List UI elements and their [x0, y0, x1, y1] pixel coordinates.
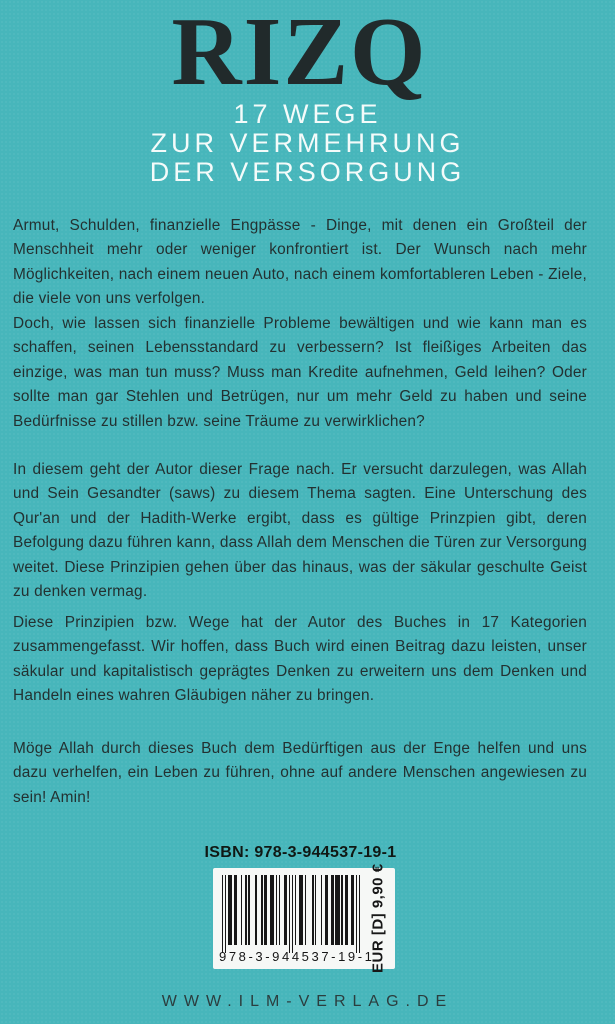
barcode-bar: [228, 875, 232, 945]
paragraph-2: Doch, wie lassen sich finanzielle Probleme bewältigen und wie kann man es schaffen, seinen Lebensstandard zu verbessern? Ist fleißiges Arbeiten das einzige, was man tun muss? Muss man Kredite aufnehmen, Geld leihen? Oder sollte man gar Stehlen und Betrügen, nur um mehr Geld zu haben und seine Bedürfnisse zu stillen bzw. seine Träume zu verwirklichen?: [13, 315, 587, 430]
price-label: EUR [D] 9,90 €: [369, 863, 387, 974]
barcode-bar: [299, 875, 303, 945]
barcode-bar: [331, 875, 334, 945]
barcode-bar: [295, 875, 296, 945]
barcode-bars: [222, 875, 360, 953]
book-subtitle: [0, 100, 615, 187]
barcode-bar: [312, 875, 313, 945]
barcode-bar: [261, 875, 262, 945]
barcode-bar: [264, 875, 267, 945]
barcode-bar: [248, 875, 249, 945]
barcode-bar: [345, 875, 348, 945]
barcode-bar: [341, 875, 342, 945]
website-url: WWW.ILM-VERLAG.DE: [161, 993, 454, 1010]
barcode-bar: [255, 875, 256, 945]
barcode-bar: [335, 875, 339, 945]
barcode-bar: [356, 875, 357, 953]
subtitle-line-3: DER VERSORGUNG: [149, 157, 466, 187]
barcode-bar: [225, 875, 226, 953]
paragraph-5: Möge Allah durch dieses Buch dem Bedürftigen aus der Enge helfen und uns dazu verhelfen, ein Leben zu führen, ohne auf andere Menschen angewiesen zu sein! Amin!: [13, 740, 587, 806]
barcode-bar: [351, 875, 354, 945]
barcode-bar: [321, 875, 322, 945]
paragraph-3: In diesem geht der Autor dieser Frage nach. Er versucht darzulegen, was Allah und Sein Gesandter (saws) zu diesem Thema sagten. Eine Unterschung des Qur'an und der Hadith-Werke ergibt, dass es gültige Prinzpien gibt, deren Befolgung dazu führen kann, dass Allah dem Menschen die Türen zur Versorgung weitet. Diese Prinzipien gehen über das hinaus, was der säkular geschulte Geist zu denken vermag.: [13, 461, 587, 601]
barcode-bar: [292, 875, 293, 953]
barcode: [213, 863, 395, 974]
barcode-bar: [222, 875, 223, 953]
barcode-bar: [284, 875, 287, 945]
barcode-bar: [289, 875, 290, 953]
barcode-bar: [325, 875, 328, 945]
barcode-bar: [241, 875, 242, 945]
subtitle-line-1: 17 WEGE: [233, 99, 382, 129]
barcode-digits: 978-3-944537-19-1: [219, 949, 375, 964]
paragraph-1: Armut, Schulden, finanzielle Engpässe - Dinge, mit denen ein Großteil der Menschheit mehr oder weniger konfrontiert ist. Der Wunsch nach mehr Möglichkeiten, nach einem neuen Auto, nach einem komfortableren Leben - Ziele, die viele von uns verfolgen.: [13, 217, 587, 308]
barcode-bar: [270, 875, 274, 945]
barcode-bar: [359, 875, 360, 953]
barcode-bar: [276, 875, 277, 945]
book-title: RIZQ: [171, 0, 428, 105]
barcode-bar: [279, 875, 280, 945]
paragraph-4: Diese Prinzipien bzw. Wege hat der Autor des Buches in 17 Kategorien zusammengefasst. Wir hoffen, dass Buch wird einen Beitrag dazu leisten, unser säkular und kapitalistisch geprägtes Denken zu erweitern uns dem Denken und Handeln eines wahren Gläubigen näher zu bringen.: [13, 614, 587, 705]
isbn-label: ISBN: 978-3-944537-19-1: [204, 844, 397, 861]
subtitle-line-2: ZUR VERMEHRUNG: [150, 128, 465, 158]
barcode-bar: [234, 875, 237, 945]
barcode-bar: [245, 875, 246, 945]
barcode-bar: [305, 875, 306, 945]
barcode-bar: [315, 875, 316, 945]
